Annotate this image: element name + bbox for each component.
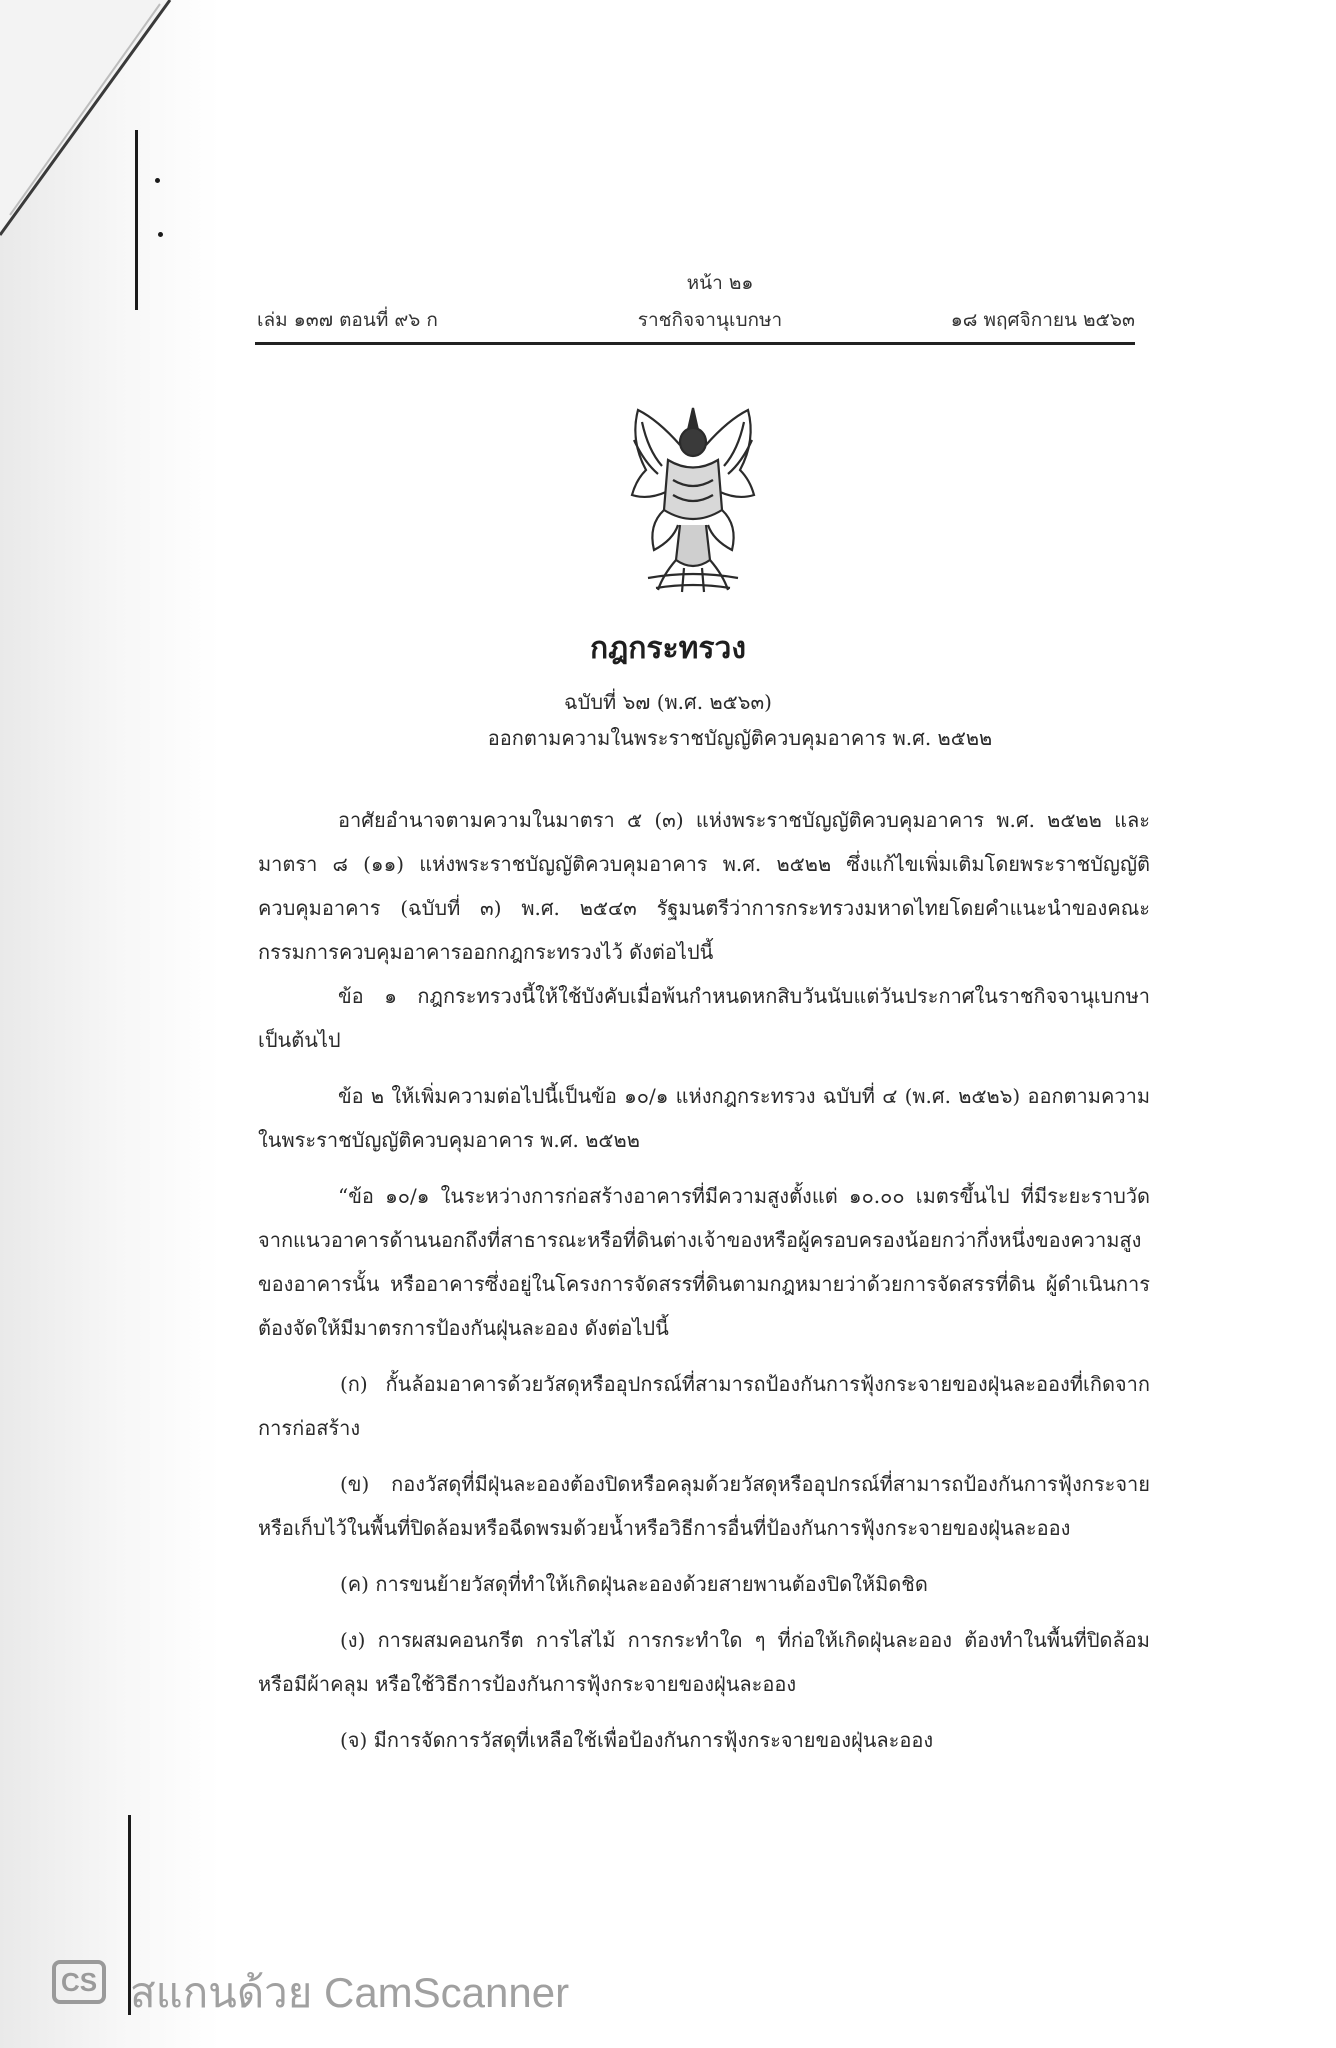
document-body xyxy=(258,798,1150,1762)
header-rule xyxy=(255,342,1135,345)
camscanner-watermark: สแกนด้วย CamScanner xyxy=(130,1969,570,2016)
garuda-emblem-icon xyxy=(618,400,768,600)
document-number: ฉบับที่ ๖๗ (พ.ศ. ๒๕๖๓) xyxy=(564,690,772,714)
volume-issue: เล่ม ๑๓๗ ตอนที่ ๙๖ ก xyxy=(257,309,438,331)
margin-mark xyxy=(158,232,163,237)
margin-line-top xyxy=(135,130,138,310)
page-fold-corner xyxy=(0,0,200,240)
camscanner-logo: CS xyxy=(52,1960,106,2004)
clause-10-1: “ข้อ ๑๐/๑ ในระหว่างการก่อสร้างอาคารที่มีความสูงตั้งแต่ ๑๐.๐๐ เมตรขึ้นไป ที่มีระยะราบวัดจากแนวอาคารด้านนอกถึงที่สาธารณะหรือที่ดินต่างเจ้าของหรือผู้ครอบครองน้อยกว่ากึ่งหนึ่งของความสูงของอาคารนั้น หรืออาคารซึ่งอยู่ในโครงการจัดสรรที่ดินตามกฎหมายว่าด้วยการจัดสรรที่ดิน ผู้ดำเนินการต้องจัดให้มีมาตรการป้องกันฝุ่นละออง ดังต่อไปนี้ xyxy=(258,1184,1150,1340)
sub-clause-b: (ข) กองวัสดุที่มีฝุ่นละอองต้องปิดหรือคลุมด้วยวัสดุหรืออุปกรณ์ที่สามารถป้องกันการฟุ้งกระจายหรือเก็บไว้ในพื้นที่ปิดล้อมหรือฉีดพรมด้วยน้ำหรือวิธีการอื่นที่ป้องกันการฟุ้งกระจายของฝุ่นละออง xyxy=(258,1472,1150,1540)
document-authority: ออกตามความในพระราชบัญญัติควบคุมอาคาร พ.ศ. ๒๕๒๒ xyxy=(487,726,993,750)
sub-clause-d: (ง) การผสมคอนกรีต การไสไม้ การกระทำใด ๆ ที่ก่อให้เกิดฝุ่นละออง ต้องทำในพื้นที่ปิดล้อมหรือมีผ้าคลุม หรือใช้วิธีการป้องกันการฟุ้งกระจายของฝุ่นละออง xyxy=(258,1628,1150,1696)
clause-1: ข้อ ๑ กฎกระทรวงนี้ให้ใช้บังคับเมื่อพ้นกำหนดหกสิบวันนับแต่วันประกาศในราชกิจจานุเบกษาเป็นต้นไป xyxy=(258,984,1150,1052)
sub-clause-a: (ก) กั้นล้อมอาคารด้วยวัสดุหรืออุปกรณ์ที่สามารถป้องกันการฟุ้งกระจายของฝุ่นละอองที่เกิดจากการก่อสร้าง xyxy=(258,1372,1150,1440)
preamble-paragraph: อาศัยอำนาจตามความในมาตรา ๕ (๓) แห่งพระราชบัญญัติควบคุมอาคาร พ.ศ. ๒๕๒๒ และมาตรา ๘ (๑๑) แห่งพระราชบัญญัติควบคุมอาคาร พ.ศ. ๒๕๒๒ ซึ่งแก้ไขเพิ่มเติมโดยพระราชบัญญัติควบคุมอาคาร (ฉบับที่ ๓) พ.ศ. ๒๕๔๓ รัฐมนตรีว่าการกระทรวงมหาดไทยโดยคำแนะนำของคณะกรรมการควบคุมอาคารออกกฎกระทรวงไว้ ดังต่อไปนี้ xyxy=(258,808,1150,964)
sub-clause-c: (ค) การขนย้ายวัสดุที่ทำให้เกิดฝุ่นละอองด้วยสายพานต้องปิดให้มิดชิด xyxy=(340,1572,928,1596)
sub-clause-e: (จ) มีการจัดการวัสดุที่เหลือใช้เพื่อป้องกันการฟุ้งกระจายของฝุ่นละออง xyxy=(340,1728,934,1752)
gazette-name: ราชกิจจานุเบกษา xyxy=(637,309,783,331)
clause-2: ข้อ ๒ ให้เพิ่มความต่อไปนี้เป็นข้อ ๑๐/๑ แห่งกฎกระทรวง ฉบับที่ ๔ (พ.ศ. ๒๕๒๖) ออกตามความในพระราชบัญญัติควบคุมอาคาร พ.ศ. ๒๕๒๒ xyxy=(258,1084,1150,1152)
margin-mark xyxy=(155,178,160,183)
document-title: กฎกระทรวง xyxy=(589,631,747,666)
publication-date: ๑๘ พฤศจิกายน ๒๕๖๓ xyxy=(950,309,1135,331)
page-number: หน้า ๒๑ xyxy=(686,272,754,294)
gazette-header xyxy=(255,305,1135,335)
